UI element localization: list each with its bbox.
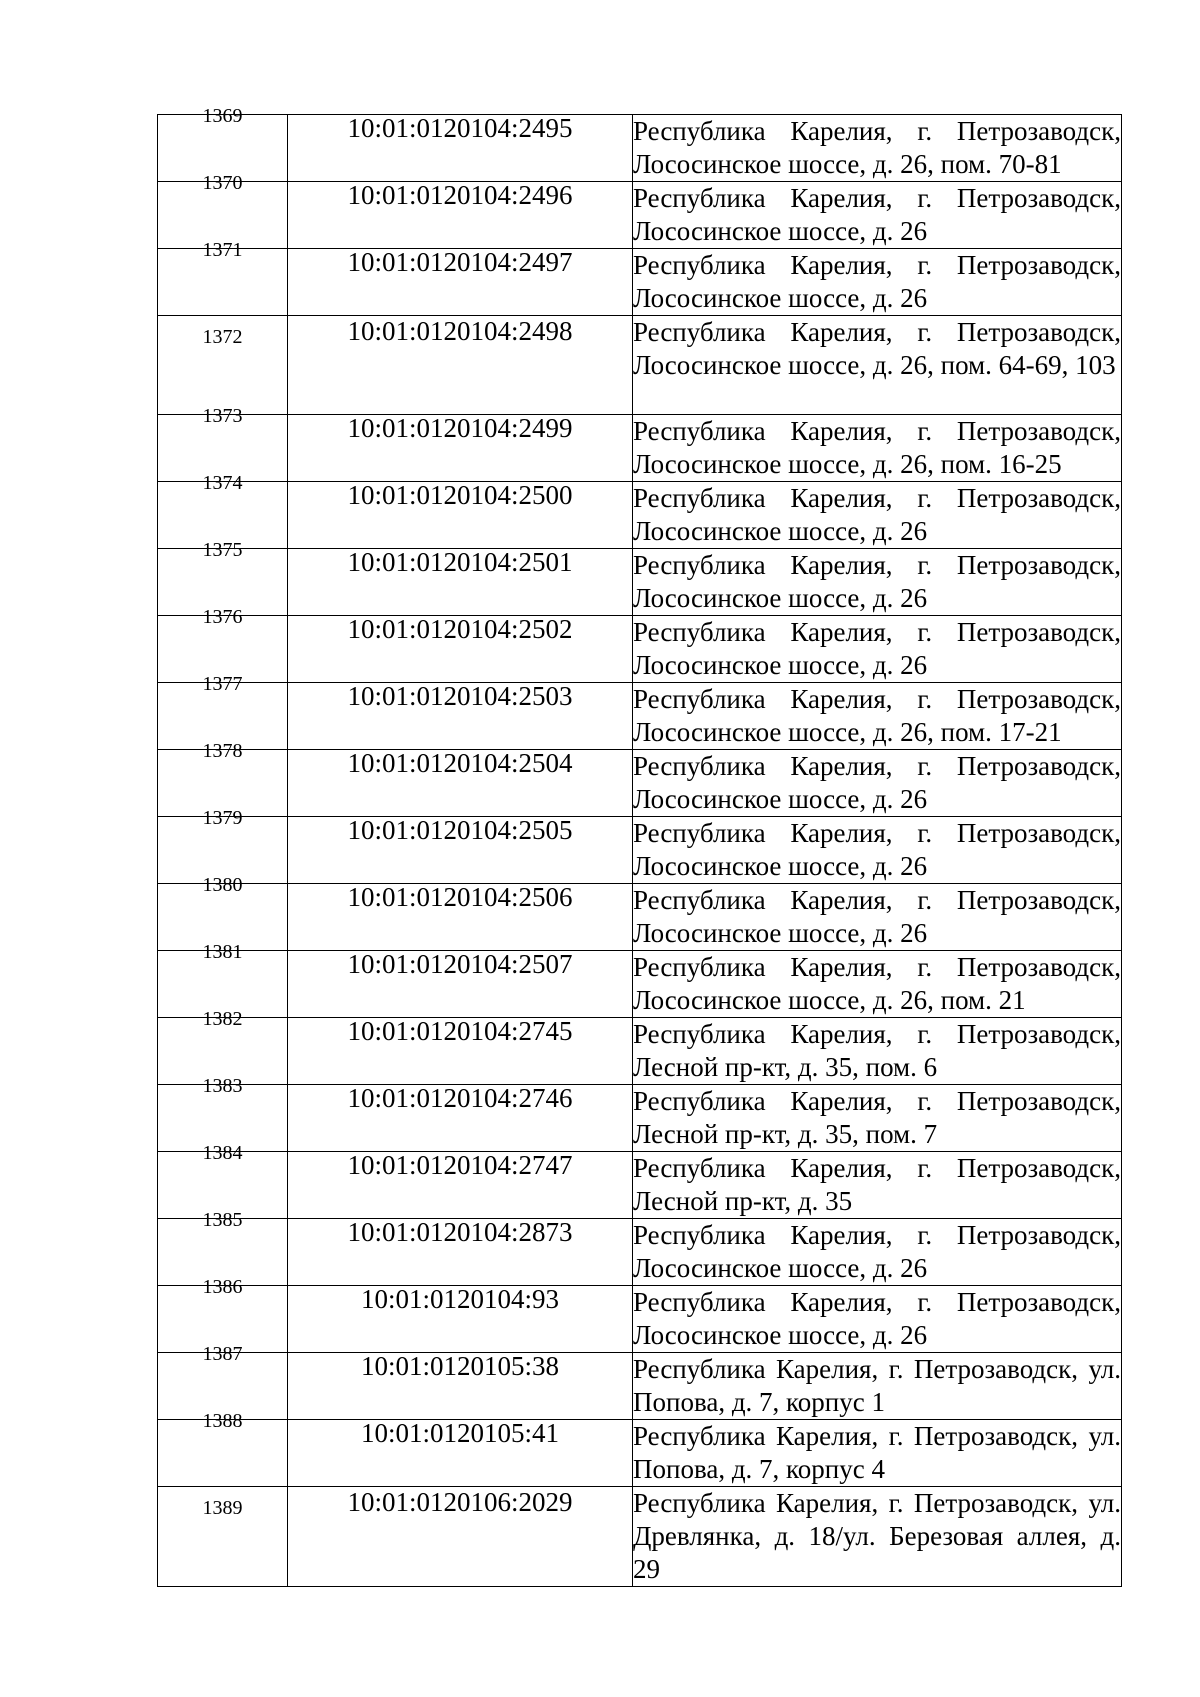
- cadastral-number: 10:01:0120104:2504: [347, 748, 573, 778]
- cadastral-number-cell: [288, 415, 633, 482]
- address-cell: Республика Карелия, г. Петрозаводск, Лососинское шоссе, д. 26: [633, 884, 1122, 951]
- row-number: 1378: [202, 740, 243, 762]
- address-cell: Республика Карелия, г. Петрозаводск, ул. Попова, д. 7, корпус 4: [633, 1420, 1122, 1487]
- cadastral-number-cell: [288, 115, 633, 182]
- row-number: 1374: [202, 472, 243, 494]
- address-cell: Республика Карелия, г. Петрозаводск, Лососинское шоссе, д. 26: [633, 616, 1122, 683]
- address-cell: Республика Карелия, г. Петрозаводск, Лососинское шоссе, д. 26, пом. 70-81: [633, 115, 1122, 182]
- cadastral-number-cell: [288, 750, 633, 817]
- row-number: 1380: [202, 874, 243, 896]
- cadastral-number: 10:01:0120104:2501: [347, 547, 573, 577]
- cadastral-number: 10:01:0120104:2747: [347, 1150, 573, 1180]
- address-cell: Республика Карелия, г. Петрозаводск, Лососинское шоссе, д. 26, пом. 21: [633, 951, 1122, 1018]
- table-row: [158, 1018, 1122, 1085]
- cadastral-number: 10:01:0120104:2506: [347, 882, 573, 912]
- cadastral-number-cell: [288, 1487, 633, 1587]
- address-cell: Республика Карелия, г. Петрозаводск, Лесной пр-кт, д. 35, пом. 6: [633, 1018, 1122, 1085]
- cadastral-number: 10:01:0120104:2502: [347, 614, 573, 644]
- cadastral-number-cell: [288, 482, 633, 549]
- row-number-cell: [158, 239, 288, 316]
- row-number: 1376: [202, 606, 243, 628]
- cadastral-number-cell: [288, 1420, 633, 1487]
- row-number-cell: [158, 1410, 288, 1487]
- row-number: 1386: [202, 1276, 243, 1298]
- row-number: 1371: [202, 239, 243, 261]
- row-number: 1385: [202, 1209, 243, 1231]
- table-row: [158, 1420, 1122, 1487]
- address-cell: Республика Карелия, г. Петрозаводск, ул. Попова, д. 7, корпус 1: [633, 1353, 1122, 1420]
- row-number: 1373: [202, 405, 243, 427]
- cadastral-number: 10:01:0120104:2498: [347, 316, 573, 346]
- cadastral-number-cell: [288, 549, 633, 616]
- cadastral-number: 10:01:0120105:41: [360, 1418, 559, 1448]
- cadastral-number-cell: [288, 683, 633, 750]
- table-row: [158, 750, 1122, 817]
- row-number-cell: [158, 316, 288, 415]
- row-number: 1389: [202, 1497, 243, 1519]
- address-cell: Республика Карелия, г. Петрозаводск, Лесной пр-кт, д. 35, пом. 7: [633, 1085, 1122, 1152]
- cadastral-number: 10:01:0120104:93: [360, 1284, 559, 1314]
- cadastral-number-cell: [288, 249, 633, 316]
- row-number: 1382: [202, 1008, 243, 1030]
- cadastral-number-cell: [288, 1219, 633, 1286]
- table-row: [158, 549, 1122, 616]
- address-cell: Республика Карелия, г. Петрозаводск, Лососинское шоссе, д. 26: [633, 249, 1122, 316]
- address-cell: Республика Карелия, г. Петрозаводск, Лососинское шоссе, д. 26: [633, 549, 1122, 616]
- cadastral-number: 10:01:0120104:2495: [347, 113, 573, 143]
- cadastral-number-cell: [288, 817, 633, 884]
- table-row: [158, 616, 1122, 683]
- address-cell: Республика Карелия, г. Петрозаводск, Лесной пр-кт, д. 35: [633, 1152, 1122, 1219]
- table-row: [158, 415, 1122, 482]
- table-row: [158, 1487, 1122, 1587]
- table-row: [158, 1152, 1122, 1219]
- address-cell: Республика Карелия, г. Петрозаводск, Лососинское шоссе, д. 26: [633, 750, 1122, 817]
- row-number: 1383: [202, 1075, 243, 1097]
- cadastral-number-cell: [288, 1018, 633, 1085]
- cadastral-number: 10:01:0120104:2746: [347, 1083, 573, 1113]
- cadastral-number-cell: [288, 316, 633, 415]
- address-cell: Республика Карелия, г. Петрозаводск, Лососинское шоссе, д. 26: [633, 1286, 1122, 1353]
- address-cell: Республика Карелия, г. Петрозаводск, Лососинское шоссе, д. 26: [633, 182, 1122, 249]
- cadastral-number: 10:01:0120104:2873: [347, 1217, 573, 1247]
- row-number: 1388: [202, 1410, 243, 1432]
- row-number: 1377: [202, 673, 243, 695]
- address-cell: Республика Карелия, г. Петрозаводск, Лососинское шоссе, д. 26: [633, 1219, 1122, 1286]
- row-number: 1379: [202, 807, 243, 829]
- cadastral-number: 10:01:0120104:2497: [347, 247, 573, 277]
- row-number: 1387: [202, 1343, 243, 1365]
- cadastral-number-cell: [288, 616, 633, 683]
- table-body: [158, 105, 1122, 1587]
- cadastral-number: 10:01:0120104:2503: [347, 681, 573, 711]
- row-number: 1370: [202, 172, 243, 194]
- table-row: [158, 1286, 1122, 1353]
- table-row: [158, 115, 1122, 182]
- table-row: [158, 884, 1122, 951]
- address-cell: Республика Карелия, г. Петрозаводск, Лососинское шоссе, д. 26: [633, 817, 1122, 884]
- row-number: 1375: [202, 539, 243, 561]
- table-row: [158, 182, 1122, 249]
- table-row: [158, 817, 1122, 884]
- table-row: [158, 1085, 1122, 1152]
- table-row: [158, 683, 1122, 750]
- table-row: [158, 482, 1122, 549]
- cadastral-number: 10:01:0120104:2500: [347, 480, 573, 510]
- cadastral-number-cell: [288, 1353, 633, 1420]
- cadastral-number: 10:01:0120106:2029: [347, 1487, 573, 1517]
- cadastral-number: 10:01:0120104:2745: [347, 1016, 573, 1046]
- row-number: 1372: [202, 326, 243, 348]
- cadastral-number: 10:01:0120105:38: [360, 1351, 559, 1381]
- cadastral-number: 10:01:0120104:2505: [347, 815, 573, 845]
- cadastral-number: 10:01:0120104:2499: [347, 413, 573, 443]
- row-number-cell: [158, 1487, 288, 1587]
- cadastral-number-cell: [288, 1286, 633, 1353]
- address-cell: Республика Карелия, г. Петрозаводск, Лососинское шоссе, д. 26, пом. 16-25: [633, 415, 1122, 482]
- row-number: 1384: [202, 1142, 243, 1164]
- table-row: [158, 316, 1122, 415]
- row-number: 1369: [202, 105, 243, 127]
- table-row: [158, 1219, 1122, 1286]
- cadastral-registry-table: [157, 105, 1122, 1587]
- table-row: [158, 1353, 1122, 1420]
- cadastral-number-cell: [288, 1085, 633, 1152]
- cadastral-number-cell: [288, 951, 633, 1018]
- cadastral-number-cell: [288, 1152, 633, 1219]
- cadastral-number-cell: [288, 884, 633, 951]
- cadastral-number-cell: [288, 182, 633, 249]
- table-row: [158, 951, 1122, 1018]
- cadastral-number: 10:01:0120104:2507: [347, 949, 573, 979]
- address-cell: Республика Карелия, г. Петрозаводск, Лососинское шоссе, д. 26: [633, 482, 1122, 549]
- address-cell: Республика Карелия, г. Петрозаводск, Лососинское шоссе, д. 26, пом. 17-21: [633, 683, 1122, 750]
- cadastral-number: 10:01:0120104:2496: [347, 180, 573, 210]
- address-cell: Республика Карелия, г. Петрозаводск, ул. Древлянка, д. 18/ул. Березовая аллея, д. 29: [633, 1487, 1122, 1587]
- address-cell: Республика Карелия, г. Петрозаводск, Лососинское шоссе, д. 26, пом. 64-69, 103: [633, 316, 1122, 415]
- table-row: [158, 249, 1122, 316]
- row-number: 1381: [202, 941, 243, 963]
